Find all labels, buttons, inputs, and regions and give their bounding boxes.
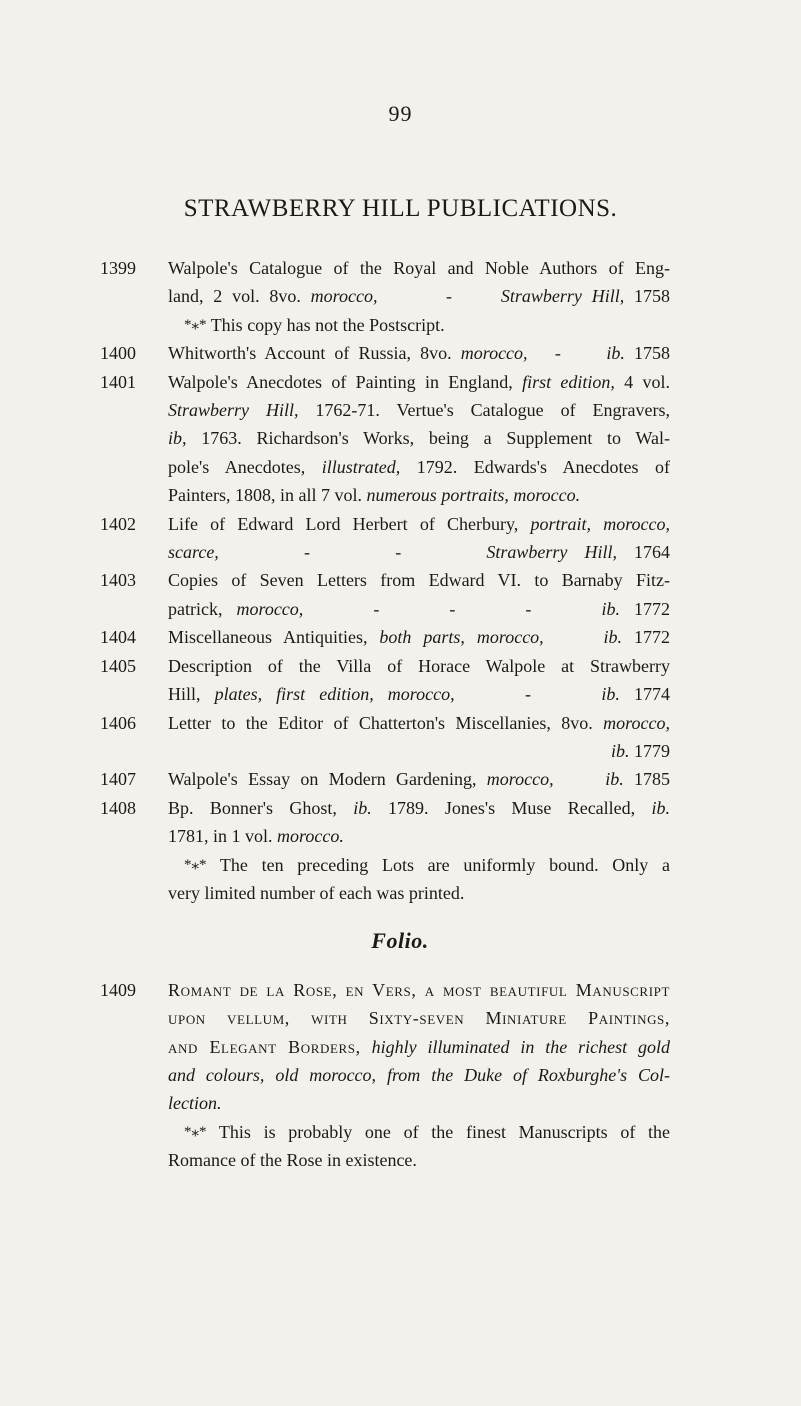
lot-1409-note	[130, 1118, 670, 1175]
entry-line: Miscellaneous Antiquities, both parts, morocco, ib. 1772	[168, 627, 671, 648]
entry-line: lection.	[168, 1093, 222, 1114]
entry-line: upon vellum, with Sixty-seven Miniature Paintings,	[168, 1008, 670, 1029]
entry-line: Painters, 1808, in all 7 vol. numerous portraits, morocco.	[168, 485, 581, 506]
entry-line: 1781, in 1 vol. morocco.	[168, 826, 344, 847]
lot-1399-note	[130, 311, 670, 339]
entry-line: Letter to the Editor of Chatterton's Miscellanies, 8vo. morocco,	[168, 712, 670, 733]
entry-line: ib, 1763. Richardson's Works, being a Supplement to Wal-	[168, 428, 670, 449]
entry-line: land, 2 vol. 8vo. morocco, - Strawberry Hill, 1758	[168, 286, 670, 307]
lot-1399	[100, 254, 670, 311]
entry-note: *⁎* The ten preceding Lots are uniformly bound. Only a	[184, 854, 670, 875]
page-number: 99	[388, 101, 413, 126]
entry-line: Description of the Villa of Horace Walpole at Strawberry	[168, 655, 670, 676]
page-title: STRAWBERRY HILL PUBLICATIONS.	[183, 195, 618, 222]
lot-number: 1406	[100, 712, 136, 733]
entry-line: patrick, morocco, - - - ib. 1772	[168, 598, 670, 619]
asterism: *⁎*	[184, 1123, 207, 1140]
lot-1408	[100, 794, 670, 851]
entry-line: Copies of Seven Letters from Edward VI. to Barnaby Fitz-	[168, 570, 670, 591]
lot-number: 1403	[100, 570, 136, 591]
lot-1402	[100, 510, 671, 567]
entry-line: Walpole's Catalogue of the Royal and Noble Authors of Eng-	[168, 258, 670, 278]
lot-number: 1399	[100, 258, 136, 278]
entry-note: *⁎* This is probably one of the finest Manuscripts of the	[184, 1121, 670, 1142]
entry-line: Bp. Bonner's Ghost, ib. 1789. Jones's Muse Recalled, ib.	[168, 797, 670, 818]
entry-line: Romant de la Rose, en Vers, a most beautiful Manuscript	[168, 979, 670, 1000]
lot-1405	[100, 652, 670, 709]
lot-number: 1404	[100, 627, 136, 648]
lot-number: 1401	[100, 371, 136, 392]
entry-line: Walpole's Anecdotes of Painting in England, first edition, 4 vol.	[168, 371, 670, 392]
entry-line: Walpole's Essay on Modern Gardening, morocco, ib. 1785	[168, 769, 671, 790]
entry-line: ib. 1779	[610, 740, 670, 761]
catalogue-entries	[100, 254, 671, 1175]
lot-1404	[100, 623, 671, 651]
lot-number: 1407	[100, 769, 136, 790]
section-heading-folio: Folio.	[371, 928, 429, 954]
entry-line: Strawberry Hill, 1762-71. Vertue's Catalogue of Engravers,	[168, 400, 670, 421]
asterism: *⁎*	[184, 856, 207, 873]
entry-line: and colours, old morocco, from the Duke of Roxburghe's Col-	[168, 1064, 670, 1085]
lot-number: 1405	[100, 655, 136, 676]
entry-line: scarce, - - Strawberry Hill, 1764	[168, 542, 670, 563]
entry-note: Romance of the Rose in existence.	[168, 1150, 417, 1171]
entry-note: very limited number of each was printed.	[168, 882, 465, 903]
entry-line: Hill, plates, first edition, morocco, - ib. 1774	[168, 684, 670, 705]
lot-1401	[100, 368, 670, 510]
entry-line: pole's Anecdotes, illustrated, 1792. Edwards's Anecdotes of	[168, 456, 670, 477]
entry-line: Whitworth's Account of Russia, 8vo. morocco, - ib. 1758	[168, 343, 671, 364]
lot-1407	[100, 765, 671, 793]
asterism: *⁎*	[184, 316, 207, 333]
lot-1406	[100, 709, 670, 766]
lot-1409	[100, 976, 670, 1118]
lot-number: 1408	[100, 797, 136, 818]
lot-number: 1409	[100, 979, 136, 1000]
lot-number: 1402	[100, 513, 136, 534]
lot-1400	[100, 339, 671, 367]
entry-note: *⁎* This copy has not the Postscript.	[184, 314, 445, 335]
entry-line: Life of Edward Lord Herbert of Cherbury, portrait, morocco,	[168, 513, 671, 534]
lot-number: 1400	[100, 343, 136, 364]
lot-1408-note	[130, 851, 670, 908]
entry-line: and Elegant Borders, highly illuminated in the richest gold	[168, 1036, 670, 1057]
lot-1403	[100, 566, 670, 623]
